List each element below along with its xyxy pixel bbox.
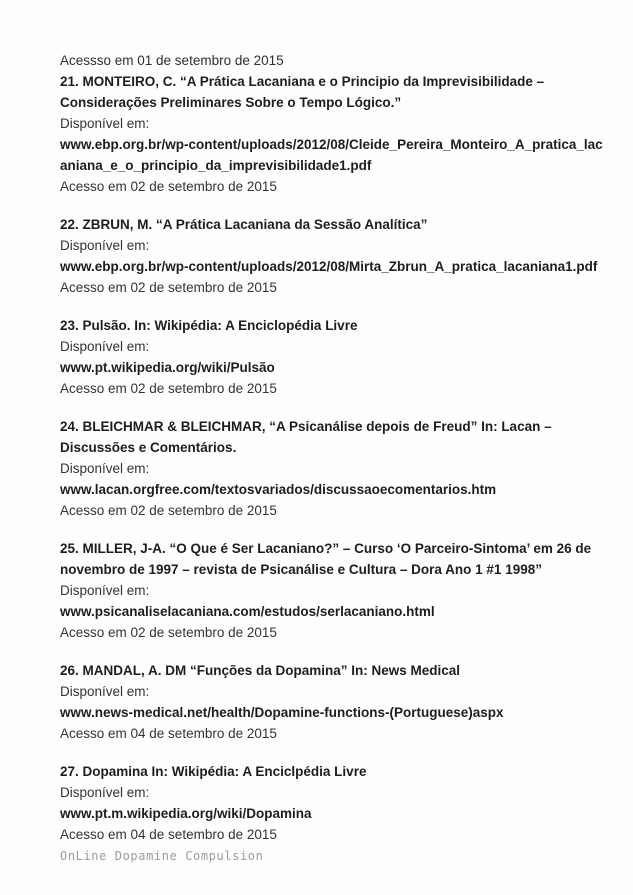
reference-title: 23. Pulsão. In: Wikipédia: A Enciclopédia Livre: [60, 318, 358, 333]
reference-title: 24. BLEICHMAR & BLEICHMAR, “A Psicanálise depois de Freud” In: Lacan – Discussões e Comentários.: [60, 419, 552, 455]
previous-access-date: Acessso em 01 de setembro de 2015: [60, 53, 284, 68]
access-date: Acesso em 02 de setembro de 2015: [60, 625, 277, 640]
reference-url: www.news-medical.net/health/Dopamine-functions-(Portuguese)aspx: [60, 705, 504, 720]
reference-url: www.pt.wikipedia.org/wiki/Pulsão: [60, 360, 275, 375]
disponivel-label: Disponível em:: [60, 116, 150, 131]
reference-url: www.ebp.org.br/wp-content/uploads/2012/08/Mirta_Zbrun_A_pratica_lacaniana1.pdf: [60, 259, 598, 274]
reference-entry-21: [60, 71, 605, 197]
reference-url: www.pt.m.wikipedia.org/wiki/Dopamina: [60, 806, 312, 821]
references-list: [60, 50, 605, 845]
access-date: Acesso em 04 de setembro de 2015: [60, 827, 277, 842]
reference-entry-27: [60, 761, 605, 845]
reference-url: www.ebp.org.br/wp-content/uploads/2012/08/Cleide_Pereira_Monteiro_A_pratica_lacaniana_e_o_principio_da_imprevisibilidade1.pdf: [60, 137, 603, 173]
access-date: Acesso em 02 de setembro de 2015: [60, 179, 277, 194]
reference-entry-23: [60, 315, 605, 399]
access-date: Acesso em 02 de setembro de 2015: [60, 381, 277, 396]
disponivel-label: Disponível em:: [60, 339, 150, 354]
reference-entry-26: [60, 660, 605, 744]
reference-entry-22: [60, 214, 605, 298]
access-date: Acesso em 02 de setembro de 2015: [60, 503, 277, 518]
reference-title: 21. MONTEIRO, C. “A Prática Lacaniana e o Principio da Imprevisibilidade – Considerações Preliminares Sobre o Tempo Lógico.”: [60, 74, 545, 110]
reference-title: 22. ZBRUN, M. “A Prática Lacaniana da Sessão Analítica”: [60, 217, 428, 232]
disponivel-label: Disponível em:: [60, 238, 150, 253]
reference-title: 25. MILLER, J-A. “O Que é Ser Lacaniano?” – Curso ‘O Parceiro-Sintoma’ em 26 de novembro de 1997 – revista de Psicanálise e Cultura – Dora Ano 1 #1 1998”: [60, 541, 592, 577]
disponivel-label: Disponível em:: [60, 684, 150, 699]
reference-title: 27. Dopamina In: Wikipédia: A Enciclpédia Livre: [60, 764, 367, 779]
reference-url: www.psicanaliselacaniana.com/estudos/serlacaniano.html: [60, 604, 435, 619]
disponivel-label: Disponível em:: [60, 785, 150, 800]
access-date: Acesso em 04 de setembro de 2015: [60, 726, 277, 741]
reference-url: www.lacan.orgfree.com/textosvariados/discussaoecomentarios.htm: [60, 482, 497, 497]
reference-entry-25: [60, 538, 605, 643]
reference-entry-24: [60, 416, 605, 521]
disponivel-label: Disponível em:: [60, 583, 150, 598]
access-date: Acesso em 02 de setembro de 2015: [60, 280, 277, 295]
disponivel-label: Disponível em:: [60, 461, 150, 476]
footer-watermark: OnLine Dopamine Compulsion: [60, 848, 264, 864]
reference-title: 26. MANDAL, A. DM “Funções da Dopamina” In: News Medical: [60, 663, 461, 678]
